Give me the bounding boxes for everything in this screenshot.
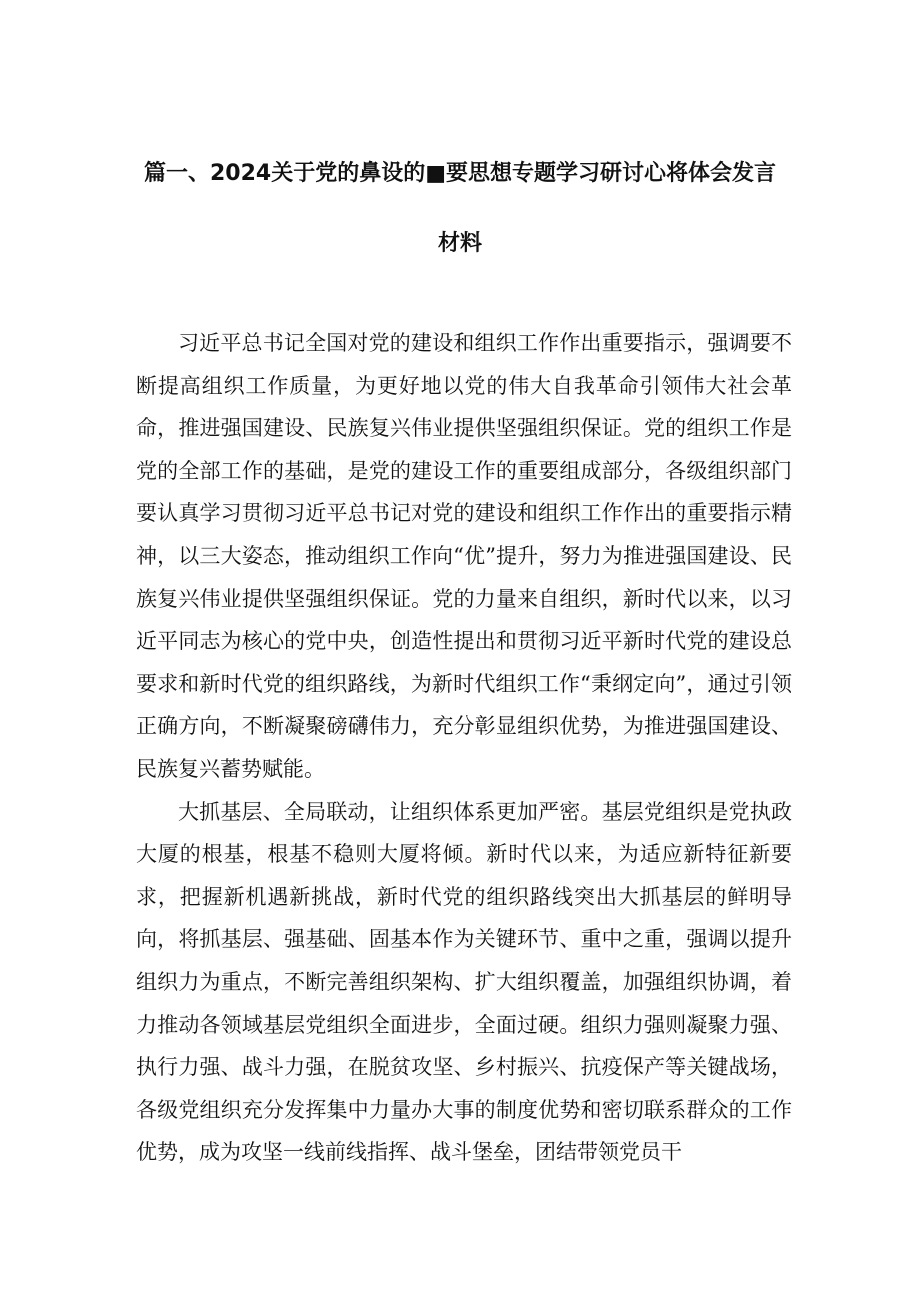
body-paragraph: 习近平总书记全国对党的建设和组织工作作出重要指示，强调要不断提高组织工作质量，为更好地以党的伟大自我革命引领伟大社会革命，推进强国建设、民族复兴伟业提供坚强组织保证。党的组织工作是党的全部工作的基础，是党的建设工作的重要组成部分，各级组织部门要认真学习贯彻习近平总书记对党的建设和组织工作作出的重要指示精神，以三大姿态，推动组织工作向“优”提升，努力为推进强国建设、民族复兴伟业提供坚强组织保证。党的力量来自组织，新时代以来，以习近平同志为核心的党中央，创造性提出和贯彻习近平新时代党的建设总要求和新时代党的组织路线，为新时代组织工作“秉纲定向”，通过引领正确方向，不断凝聚磅礴伟力，充分彰显组织优势，为推进强国建设、民族复兴蓄势赋能。 xyxy=(136,331,792,781)
document-title-line-2: 材料 xyxy=(437,231,482,256)
document-title-line-1: 篇一、2024关于党的鼻设的■要思想专题学习研讨心将体会发言 xyxy=(143,161,777,186)
document-body xyxy=(136,322,792,1174)
body-paragraph: 大抓基层、全局联动，让组织体系更加严密。基层党组织是党执政大厦的根基，根基不稳则大厦将倾。新时代以来，为适应新特征新要求，把握新机遇新挑战，新时代党的组织路线突出大抓基层的鲜明导向，将抓基层、强基础、固基本作为关键环节、重中之重，强调以提升组织力为重点，不断完善组织架构、扩大组织覆盖，加强组织协调，着力推动各领域基层党组织全面进步，全面过硬。组织力强则凝聚力强、执行力强、战斗力强，在脱贫攻坚、乡村振兴、抗疫保产等关键战场，各级党组织充分发挥集中力量办大事的制度优势和密切联系群众的工作优势，成为攻坚一线前线指挥、战斗堡垒，团结带领党员干 xyxy=(136,799,792,1165)
